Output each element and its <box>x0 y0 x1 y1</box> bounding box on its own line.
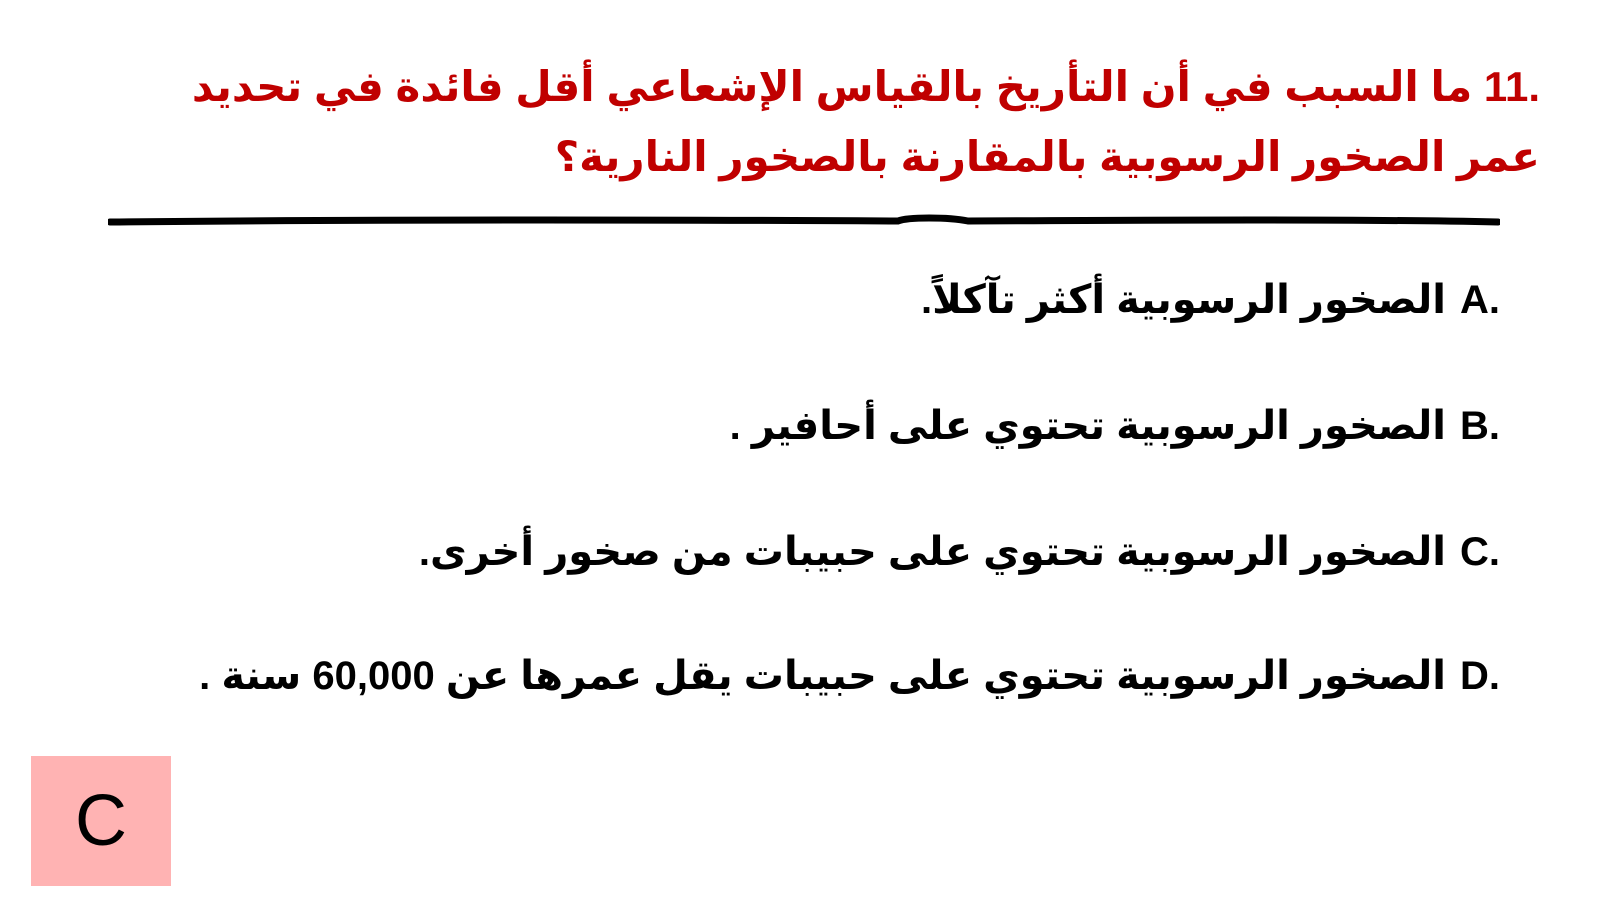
answer-box <box>31 756 171 886</box>
option-text: الصخور الرسوبية تحتوي على حبيبات يقل عمرها عن 60,000 سنة . <box>199 654 1446 698</box>
answer-label: C <box>75 781 127 861</box>
option-letter: D. <box>1460 654 1500 698</box>
option-text: الصخور الرسوبية تحتوي على أحافير . <box>729 404 1446 448</box>
option-text: الصخور الرسوبية تحتوي على حبيبات من صخور أخرى. <box>418 530 1446 574</box>
question-text: ما السبب في أن التأريخ بالقياس الإشعاعي أقل فائدة في تحديد عمر الصخور الرسوبية بالمقارنة بالصخور النارية؟ <box>191 63 1540 180</box>
option-a[interactable] <box>921 272 1500 328</box>
question-heading <box>120 52 1540 192</box>
option-d[interactable] <box>199 648 1500 704</box>
question-number: 11. <box>1483 63 1540 110</box>
option-letter: A. <box>1460 278 1500 322</box>
option-text: الصخور الرسوبية أكثر تآكلاً. <box>920 278 1446 322</box>
option-letter: B. <box>1460 404 1500 448</box>
divider-line <box>108 212 1500 232</box>
option-c[interactable] <box>419 524 1500 580</box>
option-b[interactable] <box>730 398 1500 454</box>
option-letter: C. <box>1460 530 1500 574</box>
